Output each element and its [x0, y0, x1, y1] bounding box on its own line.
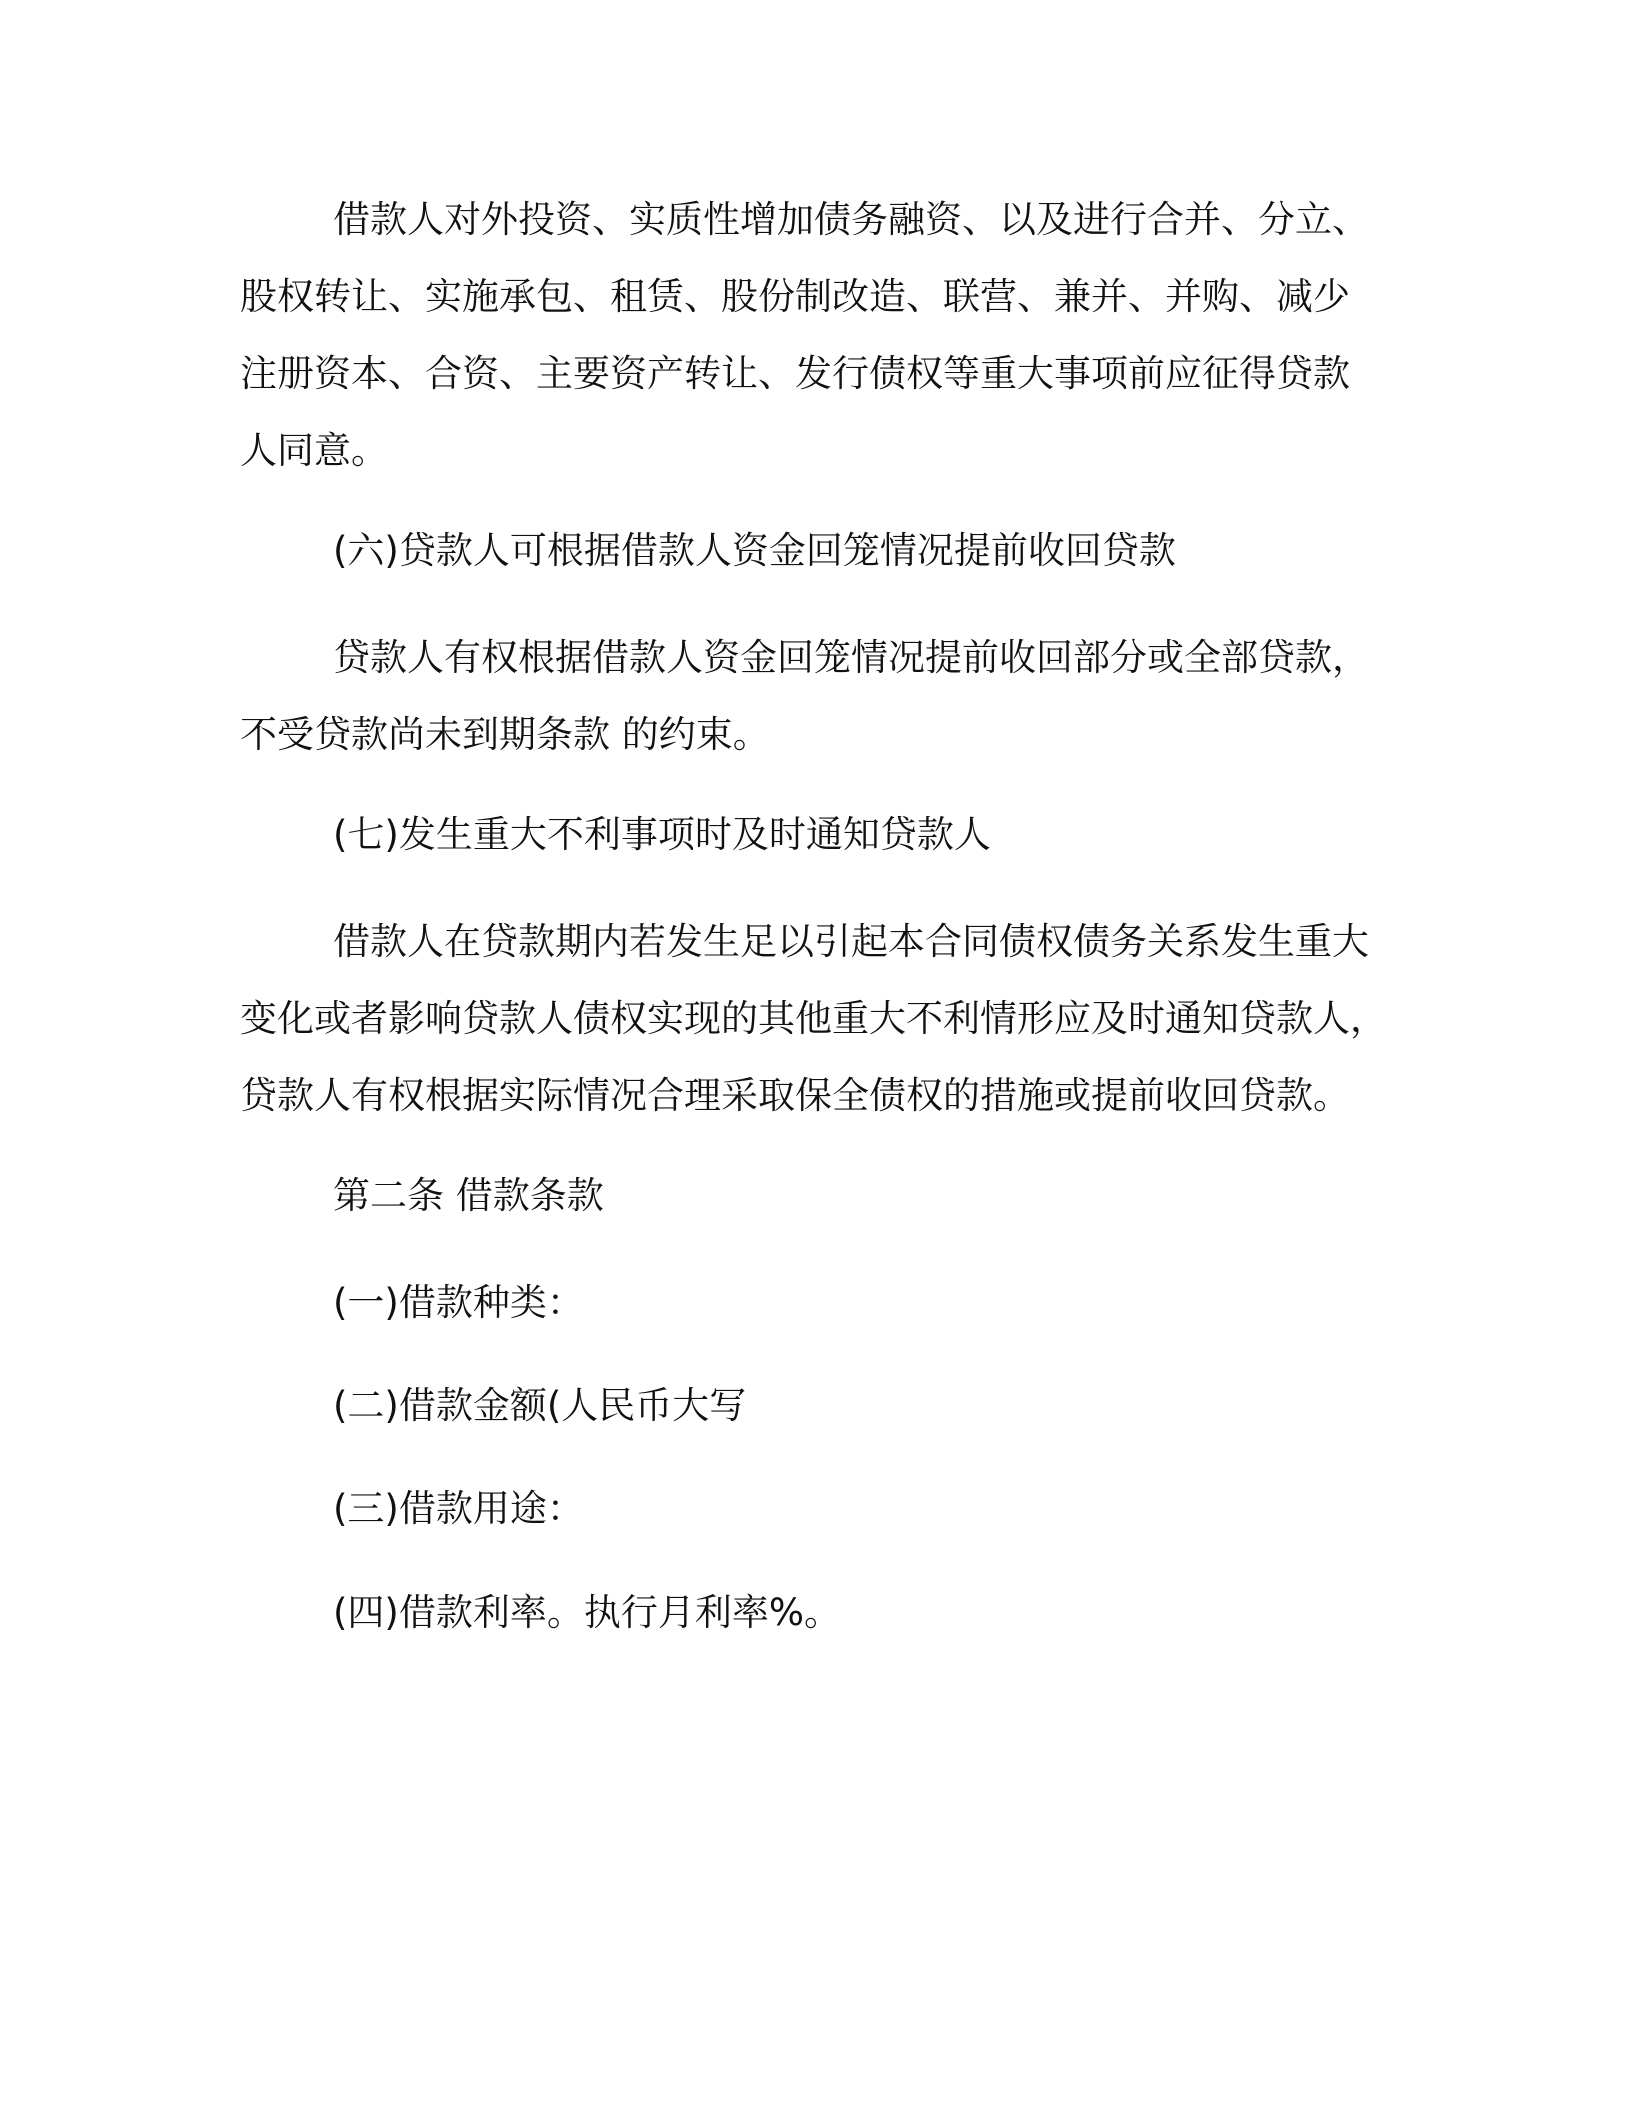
item-loan-purpose: (三)借款用途：	[333, 1487, 584, 1530]
section-heading-six: (六)贷款人可根据借款人资金回笼情况提前收回贷款	[333, 529, 1176, 572]
paragraph-5-line-2: 变化或者影响贷款人债权实现的其他重大不利情形应及时通知贷款人，	[240, 997, 1387, 1040]
paragraph-3-line-2: 不受贷款尚未到期条款 的约束。	[240, 713, 770, 756]
item-loan-type: (一)借款种类：	[333, 1281, 584, 1324]
paragraph-5-line-1: 借款人在贷款期内若发生足以引起本合同债权债务关系发生重大	[333, 920, 1369, 963]
section-heading-seven: (七)发生重大不利事项时及时通知贷款人	[333, 813, 991, 856]
paragraph-1-line-3: 注册资本、合资、主要资产转让、发行债权等重大事项前应征得贷款	[240, 352, 1350, 395]
item-loan-interest-rate: (四)借款利率。执行月利率%。	[333, 1591, 842, 1634]
paragraph-5-line-3: 贷款人有权根据实际情况合理采取保全债权的措施或提前收回贷款。	[240, 1074, 1350, 1117]
paragraph-1-line-2: 股权转让、实施承包、租赁、股份制改造、联营、兼并、并购、减少	[240, 275, 1350, 318]
paragraph-1-line-4: 人同意。	[240, 429, 388, 472]
paragraph-1-line-1: 借款人对外投资、实质性增加债务融资、以及进行合并、分立、	[333, 198, 1369, 241]
article-two-heading: 第二条 借款条款	[333, 1174, 604, 1217]
paragraph-3-line-1: 贷款人有权根据借款人资金回笼情况提前收回部分或全部贷款，	[333, 636, 1369, 679]
item-loan-amount: (二)借款金额(人民币大写	[333, 1384, 747, 1427]
